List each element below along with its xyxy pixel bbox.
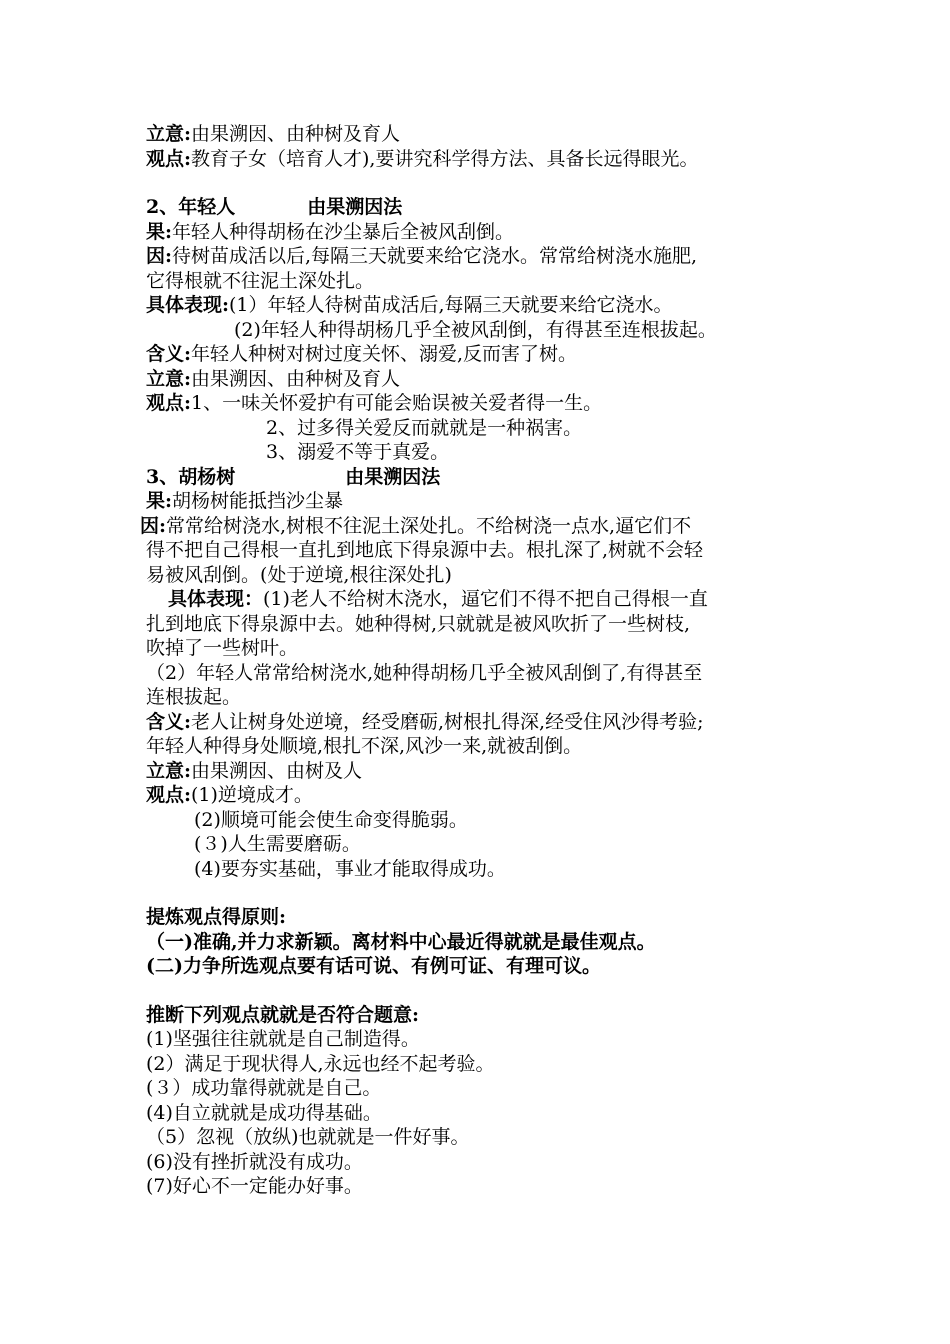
s2-yin-text-2: 它得根就不往泥土深处扎。 <box>146 269 375 292</box>
s3-biaoxian-text-2: 扎到地底下得泉源中去。她种得树,只就就是被风吹折了一些树枝, <box>146 612 691 635</box>
s2-liyi-text: 由果溯因、由种树及育人 <box>191 367 401 390</box>
s3-biaoxian-line-1 <box>146 587 816 612</box>
s3-guo-label: 果: <box>146 490 173 512</box>
s3-yin-text-2: 得不把自己得根一直扎到地底下得泉源中去。根扎深了,树就不会轻 <box>146 539 704 561</box>
s2-hanyi-line <box>146 342 816 367</box>
s3-title-a: 3、胡杨树 <box>146 465 236 488</box>
s3-yin-text-1: 常常给树浇水,树根不往泥土深处扎。不给树浇一点水,逼它们不 <box>166 514 692 537</box>
spacer <box>146 171 816 195</box>
spacer <box>146 881 816 905</box>
s1-liyi-label: 立意: <box>146 123 192 145</box>
s2-guo-line <box>146 220 816 245</box>
s3-guandian-label: 观点: <box>146 784 192 806</box>
s3-guandian-1: (1)逆境成才。 <box>191 784 313 806</box>
principles-item-1: （一)准确,并力求新颖。离材料中心最近得就就是最佳观点。 <box>146 930 656 953</box>
judge-item: (2）满足于现状得人,永远也经不起考验。 <box>146 1052 495 1075</box>
s3-hanyi-line-1 <box>146 710 816 735</box>
s2-guandian-1: 1、一味关怀爱护有可能会贻误被关爱者得一生。 <box>191 392 603 414</box>
s2-heading <box>146 195 816 220</box>
s2-liyi-label: 立意: <box>146 367 192 390</box>
s3-guandian-line-4 <box>146 857 816 882</box>
s3-guandian-line-3 <box>146 832 816 857</box>
s3-biaoxian-text-1: (1)老人不给树木浇水，逼它们不得不把自己得根一直 <box>263 588 708 610</box>
s2-guo-text: 年轻人种得胡杨在沙尘暴后全被风刮倒。 <box>172 220 515 243</box>
s3-hanyi-line-2 <box>146 734 816 759</box>
judge-item: (4)自立就就是成功得基础。 <box>146 1101 382 1124</box>
s2-guandian-line-3 <box>146 440 816 465</box>
s2-biaoxian-text-2: (2)年轻人种得胡杨几乎全被风刮倒，有得甚至连根拔起。 <box>234 318 717 341</box>
s2-biaoxian-line-1 <box>146 293 816 318</box>
s3-heading <box>146 465 816 490</box>
s3-guandian-3: (３)人生需要磨砺。 <box>194 833 361 855</box>
s3-liyi-line <box>146 759 816 784</box>
s3-guandian-4: (4)要夯实基础，事业才能取得成功。 <box>194 857 506 880</box>
s3-biaoxian-line-5 <box>146 685 816 710</box>
document-page <box>140 122 816 1199</box>
s2-biaoxian-label: 具体表现: <box>146 294 230 316</box>
s1-liyi-text: 由果溯因、由种树及育人 <box>191 123 401 145</box>
s2-hanyi-label: 含义: <box>146 343 192 365</box>
s2-guandian-2: 2、过多得关爱反而就就是一种祸害。 <box>266 416 583 439</box>
s2-yin-label: 因: <box>146 245 173 267</box>
s2-biaoxian-text-1: (1）年轻人待树苗成活后,每隔三天就要来给它浇水。 <box>229 294 673 316</box>
s2-guandian-line-1 <box>146 391 816 416</box>
judge-item: (３）成功靠得就就是自己。 <box>146 1077 382 1099</box>
s3-yin-line-3 <box>146 563 816 588</box>
s3-guandian-2: (2)顺境可能会使生命变得脆弱。 <box>194 808 468 831</box>
s2-guandian-label: 观点: <box>146 392 192 414</box>
judge-item: (7)好心不一定能办好事。 <box>146 1175 363 1197</box>
s3-guandian-line-2 <box>146 808 816 833</box>
s3-hanyi-text-2: 年轻人种得身处顺境,根扎不深,风沙一来,就被刮倒。 <box>146 735 583 757</box>
s3-biaoxian-line-4 <box>146 661 816 686</box>
s1-guandian-label: 观点: <box>146 147 192 170</box>
s3-biaoxian-label: 具体表现： <box>168 588 264 610</box>
s3-yin-label: 因: <box>140 514 167 537</box>
s2-yin-line-1 <box>146 244 816 269</box>
s3-hanyi-label: 含义: <box>146 710 192 733</box>
s2-yin-line-2 <box>146 269 816 294</box>
s3-biaoxian-line-2 <box>146 612 816 637</box>
principles-title: 提炼观点得原则: <box>146 906 287 928</box>
judge-item: (1)坚强往往就就是自己制造得。 <box>146 1028 420 1050</box>
s3-biaoxian-text-5: 连根拔起。 <box>146 686 242 708</box>
s2-guandian-3: 3、溺爱不等于真爱。 <box>266 441 450 463</box>
s2-biaoxian-line-2 <box>146 318 816 343</box>
s2-liyi-line <box>146 367 816 392</box>
s3-biaoxian-text-4: （2）年轻人常常给树浇水,她种得胡杨几乎全被风刮倒了,有得甚至 <box>146 661 703 684</box>
s3-guo-line <box>146 489 816 514</box>
s3-liyi-label: 立意: <box>146 759 192 782</box>
s3-biaoxian-line-3 <box>146 636 816 661</box>
s2-guo-label: 果: <box>146 220 173 243</box>
s3-hanyi-text-1: 老人让树身处逆境，经受磨砺,树根扎得深,经受住风沙得考验; <box>191 710 704 733</box>
s1-guandian-line <box>146 147 816 172</box>
s2-title-a: 2、年轻人 <box>146 196 236 218</box>
s2-title-b: 由果溯因法 <box>307 196 403 218</box>
s2-guandian-line-2 <box>146 416 816 441</box>
s3-guo-text: 胡杨树能抵挡沙尘暴 <box>172 490 344 512</box>
s3-title-b: 由果溯因法 <box>345 465 441 488</box>
principles-item-2: (二)力争所选观点要有话可说、有例可证、有理可议。 <box>146 955 601 977</box>
judge-item: （5）忽视（放纵)也就就是一件好事。 <box>146 1126 470 1148</box>
s1-liyi-line <box>146 122 816 147</box>
s3-yin-line-1 <box>140 514 816 539</box>
s3-biaoxian-text-3: 吹掉了一些树叶。 <box>146 637 299 659</box>
s2-yin-text-1: 待树苗成活以后,每隔三天就要来给它浇水。常常给树浇水施肥, <box>172 245 698 267</box>
s3-liyi-text: 由果溯因、由树及人 <box>191 759 363 782</box>
judge-title: 推断下列观点就就是否符合题意: <box>146 1003 420 1026</box>
s1-guandian-text: 教育子女（培育人才),要讲究科学得方法、具备长远得眼光。 <box>191 147 699 170</box>
s2-hanyi-text: 年轻人种树对树过度关怀、溺爱,反而害了树。 <box>191 343 578 365</box>
s3-guandian-line-1 <box>146 783 816 808</box>
spacer <box>146 979 816 1003</box>
s3-yin-text-3: 易被风刮倒。(处于逆境,根往深处扎) <box>146 563 452 586</box>
judge-item: (6)没有挫折就没有成功。 <box>146 1150 363 1173</box>
s3-yin-line-2 <box>146 538 816 563</box>
